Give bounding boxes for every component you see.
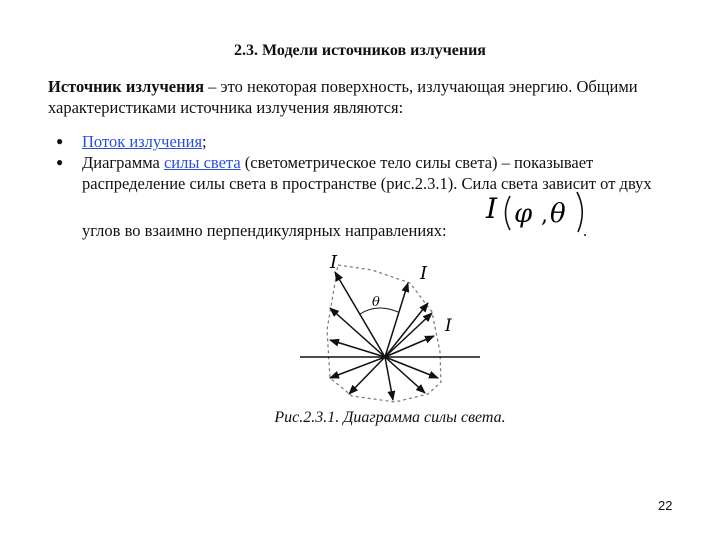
- arrow: [330, 308, 385, 357]
- label-I-left: I: [330, 252, 338, 273]
- bullet-dot-icon: ●: [56, 134, 64, 148]
- arrow: [349, 357, 385, 394]
- figure-caption: Рис.2.3.1. Диаграмма силы света.: [274, 409, 506, 426]
- formula-I: I: [486, 192, 498, 225]
- arrow: [330, 357, 385, 378]
- formula-end-dot: .: [583, 221, 588, 240]
- luminous-intensity-link[interactable]: силы света: [163, 153, 241, 172]
- arrow: [385, 336, 434, 357]
- photometric-body-outline: [327, 265, 441, 402]
- flux-link[interactable]: Поток излучения: [82, 132, 203, 151]
- bullet2-tail: (светометрическое тело силы света) – показывает распределение силы света в пространстве (рис.2.3.1). Сила света зависит от двух: [82, 153, 652, 193]
- formula-theta: θ: [550, 199, 566, 229]
- label-I-top-right: I: [420, 263, 428, 284]
- label-I-right: I: [445, 316, 452, 336]
- arrow: [385, 303, 428, 357]
- bullet2-head: Диаграмма: [82, 153, 164, 172]
- formula-comma: ,: [541, 203, 548, 228]
- bullet1-tail: ;: [202, 132, 207, 151]
- bullet-dot-icon: ●: [56, 155, 64, 169]
- page-number: 22: [658, 498, 673, 513]
- arrow: [385, 357, 438, 378]
- page-title: 2.3. Модели источников излучения: [234, 42, 486, 59]
- formula-lead-text: углов во взаимно перпендикулярных направлениях:: [82, 221, 447, 240]
- intro-term: Источник излучения: [48, 77, 205, 96]
- label-theta: θ: [372, 295, 380, 310]
- intro-text: – это некоторая поверхность, излучающая энергию. Общими характеристиками источника излучения являются:: [48, 77, 638, 117]
- formula-right-paren: [577, 192, 582, 232]
- intensity-arrows: [330, 272, 438, 400]
- formula-left-paren: [506, 196, 511, 230]
- formula-phi: φ: [514, 199, 533, 229]
